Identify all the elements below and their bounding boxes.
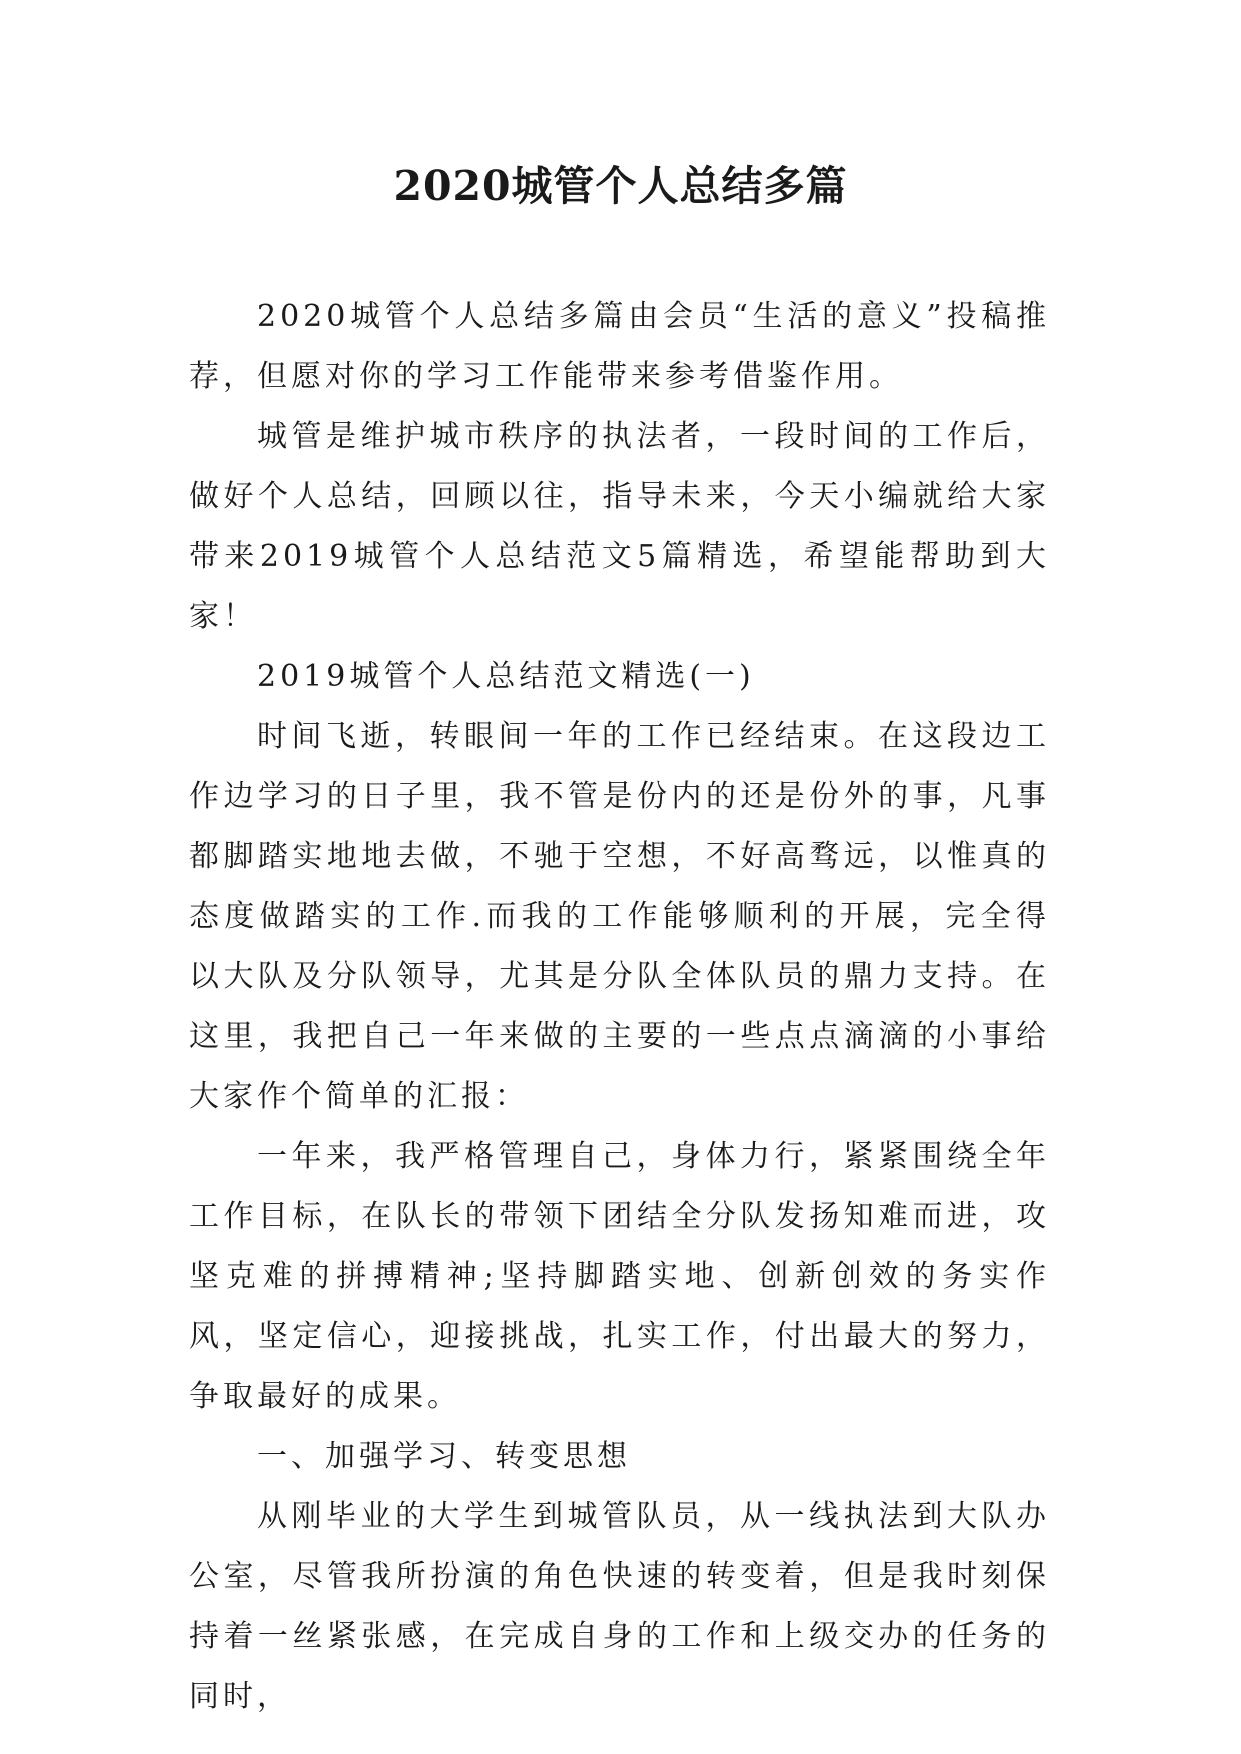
paragraph-time-flies: 时间飞逝，转眼间一年的工作已经结束。在这段边工作边学习的日子里，我不管是份内的还是份外的事，凡事都脚踏实地地去做，不驰于空想，不好高骛远，以惟真的态度做踏实的工作.而我的工作能够顺利的开展，完全得以大队及分队领导，尤其是分队全体队员的鼎力支持。在这里，我把自己一年来做的主要的一些点点滴滴的小事给大家作个简单的汇报： [189, 719, 1050, 1114]
paragraph-intro: 2020城管个人总结多篇由会员“生活的意义”投稿推荐，但愿对你的学习工作能带来参考借鉴作用。 [189, 299, 1050, 394]
document-title: 2020城管个人总结多篇 [393, 162, 848, 210]
document-body [189, 287, 1050, 1727]
section-heading-sample-one: 2019城管个人总结范文精选(一) [257, 659, 755, 694]
paragraph-overview: 城管是维护城市秩序的执法者，一段时间的工作后，做好个人总结，回顾以往，指导未来，今天小编就给大家带来2019城管个人总结范文5篇精选，希望能帮助到大家！ [189, 419, 1050, 634]
paragraph-year-summary: 一年来，我严格管理自己，身体力行，紧紧围绕全年工作目标，在队长的带领下团结全分队发扬知难而进，攻坚克难的拼搏精神;坚持脚踏实地、创新创效的务实作风，坚定信心，迎接挑战，扎实工作，付出最大的努力，争取最好的成果。 [189, 1139, 1050, 1414]
section-heading-study: 一、加强学习、转变思想 [257, 1439, 631, 1474]
paragraph-graduate: 从刚毕业的大学生到城管队员，从一线执法到大队办公室，尽管我所扮演的角色快速的转变着，但是我时刻保持着一丝紧张感，在完成自身的工作和上级交办的任务的同时， [189, 1499, 1050, 1714]
